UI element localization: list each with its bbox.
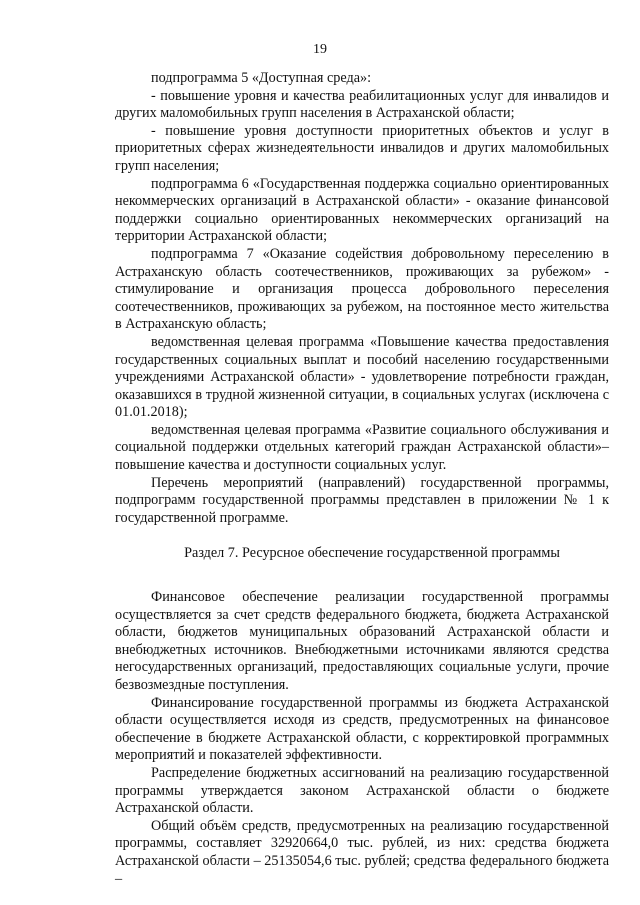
page-number: 19: [313, 42, 327, 57]
paragraph: подпрограмма 5 «Доступная среда»:: [151, 70, 372, 86]
paragraph: Распределение бюджетных ассигнований на реализацию государственной программы утверждается законом Астраханской области о бюджете Астраханской области.: [115, 764, 609, 817]
paragraph: ведомственная целевая программа «Повышение качества предоставления государственных социальных выплат и пособий населению государственными учреждениями Астраханской области» - удовлетворение потребности граждан, оказавшихся в трудной жизненной ситуации, в социальных услугах (исключена с 01.01.2018);: [115, 333, 609, 421]
paragraph: Финансирование государственной программы из бюджета Астраханской области осуществляется исходя из средств, предусмотренных на финансовое обеспечение в бюджете Астраханской области, с корректировкой программных мероприятий и показателей эффективности.: [115, 694, 609, 764]
section-heading: Раздел 7. Ресурсное обеспечение государственной программы: [184, 545, 560, 562]
paragraph: Финансовое обеспечение реализации государственной программы осуществляется за счет средств федерального бюджета, бюджета Астраханской области, бюджетов муниципальных образований Астраханской области и внебюджетных источников. Внебюджетными источниками являются средства негосударственных организаций, предоставляющих социальные услуги, прочие безвозмездные поступления.: [115, 589, 609, 693]
page-body: [115, 70, 609, 888]
paragraph: Перечень мероприятий (направлений) государственной программы, подпрограмм государственной программы представлен в приложении № 1 к государственной программе.: [115, 474, 609, 526]
paragraph: - повышение уровня доступности приоритетных объектов и услуг в приоритетных сферах жизнедеятельности инвалидов и других маломобильных групп населения;: [115, 122, 609, 174]
paragraph: - повышение уровня и качества реабилитационных услуг для инвалидов и других маломобильных групп населения в Астраханской области;: [115, 87, 609, 122]
paragraph: ведомственная целевая программа «Развитие социального обслуживания и социальной поддержки отдельных категорий граждан Астраханской области»– повышение качества и доступности социальных услуг.: [115, 421, 609, 474]
paragraph: подпрограмма 7 «Оказание содействия добровольному переселению в Астраханскую область соотечественников, проживающих за рубежом» - стимулирование и организация процесса добровольного переселения соотечественников, проживающих за рубежом, на постоянное место жительства в Астраханскую область;: [115, 245, 609, 333]
paragraph: подпрограмма 6 «Государственная поддержка социально ориентированных некоммерческих организаций в Астраханской области» - оказание финансовой поддержки социально ориентированных некоммерческих организаций на территории Астраханской области;: [115, 175, 609, 245]
paragraph: Общий объём средств, предусмотренных на реализацию государственной программы, составляет 32920664,0 тыс. рублей, из них: средства бюджета Астраханской области – 25135054,6 тыс. рублей; средства федерального бюджета –: [115, 817, 609, 887]
